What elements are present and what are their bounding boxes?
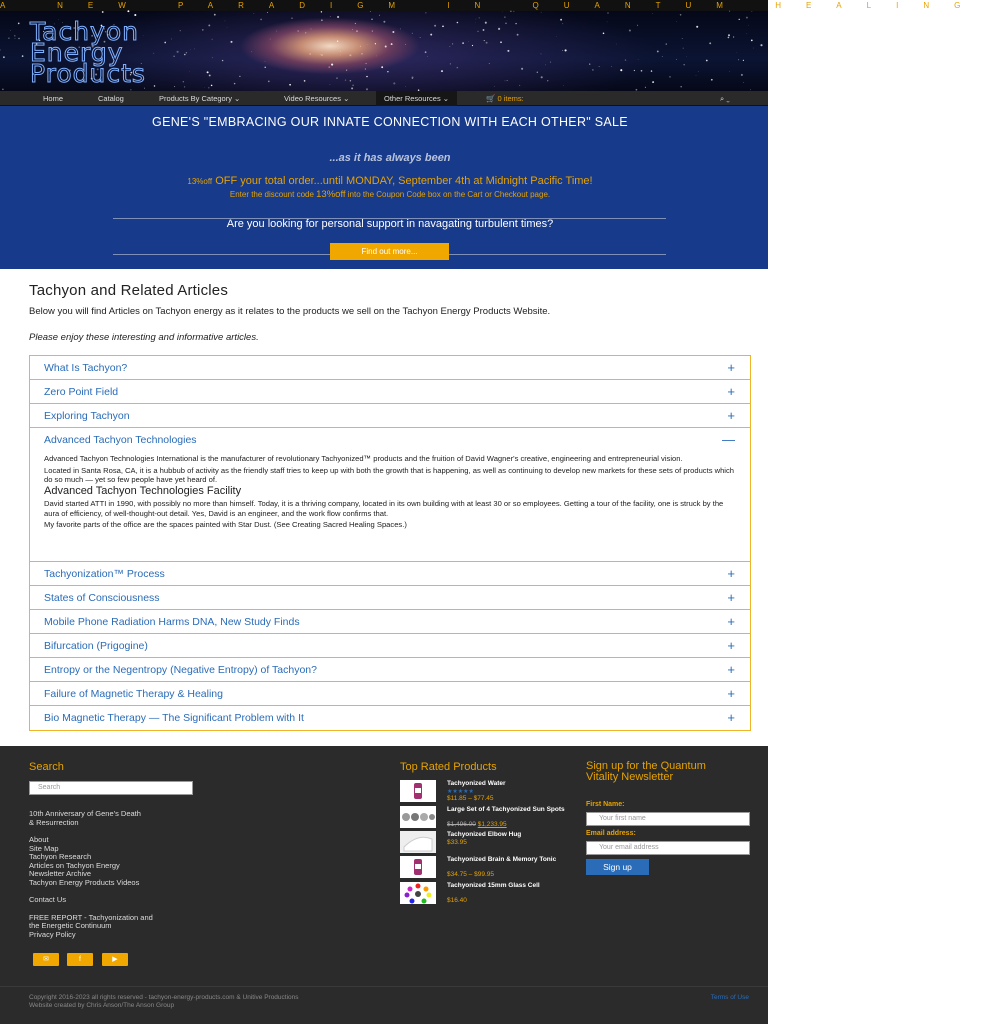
first-name-input[interactable]: Your first name (586, 812, 750, 826)
promo-discount: 13%off OFF your total order...until MONDAY, September 4th at Midnight Pacific Time! (187, 175, 593, 187)
promo-question: Are you looking for personal support in navagating turbulent times? (226, 218, 554, 230)
chevron-down-icon: ⌄ (234, 94, 241, 103)
plus-icon: + (727, 384, 735, 399)
plus-icon: + (727, 590, 735, 605)
product-item[interactable]: Tachyonized Elbow Hug $33.95 (400, 831, 570, 855)
email-icon[interactable]: ✉ (33, 953, 59, 966)
nav-home[interactable]: Home (43, 94, 64, 103)
first-name-label: First Name: (586, 801, 625, 808)
footer-link[interactable]: Privacy Policy (29, 929, 76, 939)
product-thumbnail (400, 856, 436, 878)
accordion-item[interactable]: Tachyonization™ Process + (30, 562, 750, 586)
promo-banner (0, 106, 768, 269)
product-thumbnail (400, 831, 436, 853)
nav-cart[interactable]: 🛒 0 items: (486, 94, 524, 103)
chevron-down-icon: ⌄ (442, 94, 450, 103)
product-item[interactable]: Tachyonized Brain & Memory Tonic $34.75 – $99.95 (400, 856, 570, 880)
footer-link[interactable]: Articles on Tachyon Energy (29, 860, 120, 870)
product-thumbnail (400, 780, 436, 802)
intro-text: Below you will find Articles on Tachyon energy as it relates to the products we sell on the Tachyon Energy Products Website. (29, 306, 551, 317)
accordion-item[interactable]: Bifurcation (Prigogine) + (30, 634, 750, 658)
footer-links (29, 810, 153, 939)
footer-link[interactable]: Newsletter Archive (29, 869, 92, 878)
accordion-item[interactable]: Mobile Phone Radiation Harms DNA, New Study Finds + (30, 610, 750, 634)
site-tagline: A NEW PARADIGM IN QUANTUM HEALING (0, 1, 985, 10)
intro-italic: Please enjoy these interesting and informative articles. (29, 332, 259, 343)
youtube-icon[interactable]: ▶ (102, 953, 128, 966)
rating-stars: ★★★★★ (447, 789, 474, 795)
plus-icon: + (727, 710, 735, 725)
nav-video-resources[interactable]: Video Resources ⌄ (284, 94, 350, 103)
main-nav (0, 91, 768, 106)
footer-link[interactable]: FREE REPORT - Tachyonization and (29, 912, 153, 922)
promo-title: GENE'S "EMBRACING OUR INNATE CONNECTION WITH EACH OTHER" SALE (152, 115, 628, 129)
plus-icon: + (727, 566, 735, 581)
find-out-more-button[interactable]: Find out more... (330, 243, 449, 260)
copyright: Copyright 2016-2023 all rights reserved - tachyon-energy-products.com & Unitive Productions Website created by Chris Anson/The Anson Group (29, 994, 299, 1009)
accordion-item[interactable]: Bio Magnetic Therapy — The Significant Problem with It + (44, 710, 735, 725)
chevron-down-icon: ⌄ (343, 94, 350, 103)
plus-icon: + (727, 614, 735, 629)
nav-other-resources[interactable]: Other Resources ⌄ (376, 91, 457, 106)
product-item[interactable]: Large Set of 4 Tachyonized Sun Spots $1,496.00 $1,233.95 (400, 806, 570, 830)
signup-heading: Sign up for the Quantum Vitality Newsletter (586, 760, 706, 783)
footer (0, 746, 768, 1024)
accordion-item[interactable]: States of Consciousness + (30, 586, 750, 610)
product-thumbnail (400, 882, 436, 904)
footer-link[interactable]: Site Map (29, 843, 59, 853)
minus-icon: — (722, 432, 735, 447)
footer-link[interactable]: 10th Anniversary of Gene's Death (29, 809, 141, 818)
product-thumbnail (400, 806, 436, 828)
email-label: Email address: (586, 830, 636, 837)
footer-search-input[interactable]: Search (29, 781, 193, 795)
promo-subtitle: ...as it has always been (329, 152, 451, 164)
accordion-item[interactable]: Exploring Tachyon + (30, 404, 750, 428)
footer-link[interactable]: About (29, 835, 49, 844)
divider (0, 986, 768, 987)
site-logo[interactable]: Tachyon Energy Products (30, 17, 146, 88)
accordion-item[interactable]: Failure of Magnetic Therapy & Healing + (30, 682, 750, 706)
accordion-item[interactable]: Entropy or the Negentropy (Negative Entropy) of Tachyon? + (30, 658, 750, 682)
accordion-item-open[interactable]: Advanced Tachyon Technologies — Advanced Tachyon Technologies International is the manufacturer of revolutionary Tachyonized™ products and the fruition of David Wagner's creative, engineering and entrepreneurial vision. Located in Santa Rosa, CA, it is a hubbub of activity as the friendly staff tries to keep up with both the growth that is happening, as well as continuing to develop new markets for these sets of products which do so much — yet so few people have yet heard of. Advanced Tachyon Technologies Facility David started ATTI in 1990, with possibly no more than himself. Today, it is a thriving company, located in its own building with at least 30 or so employees. Getting a tour of the facility, one is struck by the aura of efficiency, of well-thought-out detail. Yes, David is an engineer, and the work flow confirms that. My favorite parts of the office are the spaces painted with Star Dust. (See Creating Sacred Healing Spaces.) (30, 428, 750, 562)
cart-icon: 🛒 (486, 94, 496, 103)
accordion-item[interactable]: Zero Point Field + (30, 380, 750, 404)
accordion-content: Advanced Tachyon Technologies International is the manufacturer of revolutionary Tachyonized™ products and the fruition of David Wagner's creative, engineering and entrepreneurial vision. Located in Santa Rosa, CA, it is a hubbub of activity as the friendly staff tries to keep up with both the growth that is happening, as well as continuing to develop new markets for these sets of products which do so much — yet so few people have yet heard of. Advanced Tachyon Technologies Facility David started ATTI in 1990, with possibly no more than himself. Today, it is a thriving company, located in its own building with at least 30 or so employees. Getting a tour of the facility, one is struck by the aura of efficiency, of well-thought-out detail. Yes, David is an engineer, and the work flow confirms that. My favorite parts of the office are the spaces painted with Star Dust. (See Creating Sacred Healing Spaces.) (44, 454, 735, 529)
accordion-item[interactable]: What Is Tachyon? + (30, 356, 750, 380)
footer-link[interactable]: Tachyon Energy Products Videos (29, 877, 140, 887)
plus-icon: + (727, 686, 735, 701)
footer-link[interactable]: the Energetic Continuum (29, 921, 112, 930)
top-rated-heading: Top Rated Products (400, 761, 497, 773)
footer-link[interactable]: Contact Us (29, 895, 67, 904)
email-input[interactable]: Your email address (586, 841, 750, 855)
footer-link[interactable]: Tachyon Research (29, 852, 92, 861)
signup-button[interactable]: Sign up (586, 859, 649, 875)
terms-link[interactable]: Terms of Use (710, 994, 749, 1001)
promo-code-text: Enter the discount code 13%off into the Coupon Code box on the Cart or Checkout page. (229, 189, 551, 200)
plus-icon: + (727, 360, 735, 375)
search-heading: Search (29, 761, 64, 773)
nav-catalog[interactable]: Catalog (98, 94, 124, 103)
header-banner (0, 11, 768, 91)
nav-products-by-category[interactable]: Products By Category ⌄ (159, 94, 241, 103)
product-item[interactable]: Tachyonized 15mm Glass Cell $16.40 (400, 882, 570, 906)
articles-accordion (29, 355, 751, 731)
plus-icon: + (727, 662, 735, 677)
plus-icon: + (727, 638, 735, 653)
page-title: Tachyon and Related Articles (29, 282, 229, 299)
plus-icon: + (727, 408, 735, 423)
search-icon[interactable]: ⌕ ⌄ (720, 94, 730, 103)
facebook-icon[interactable]: f (67, 953, 93, 966)
product-item[interactable]: Tachyonized Water ★★★★★ $11.85 – $77.45 (400, 780, 570, 804)
footer-link[interactable]: & Resurrection (29, 817, 79, 827)
